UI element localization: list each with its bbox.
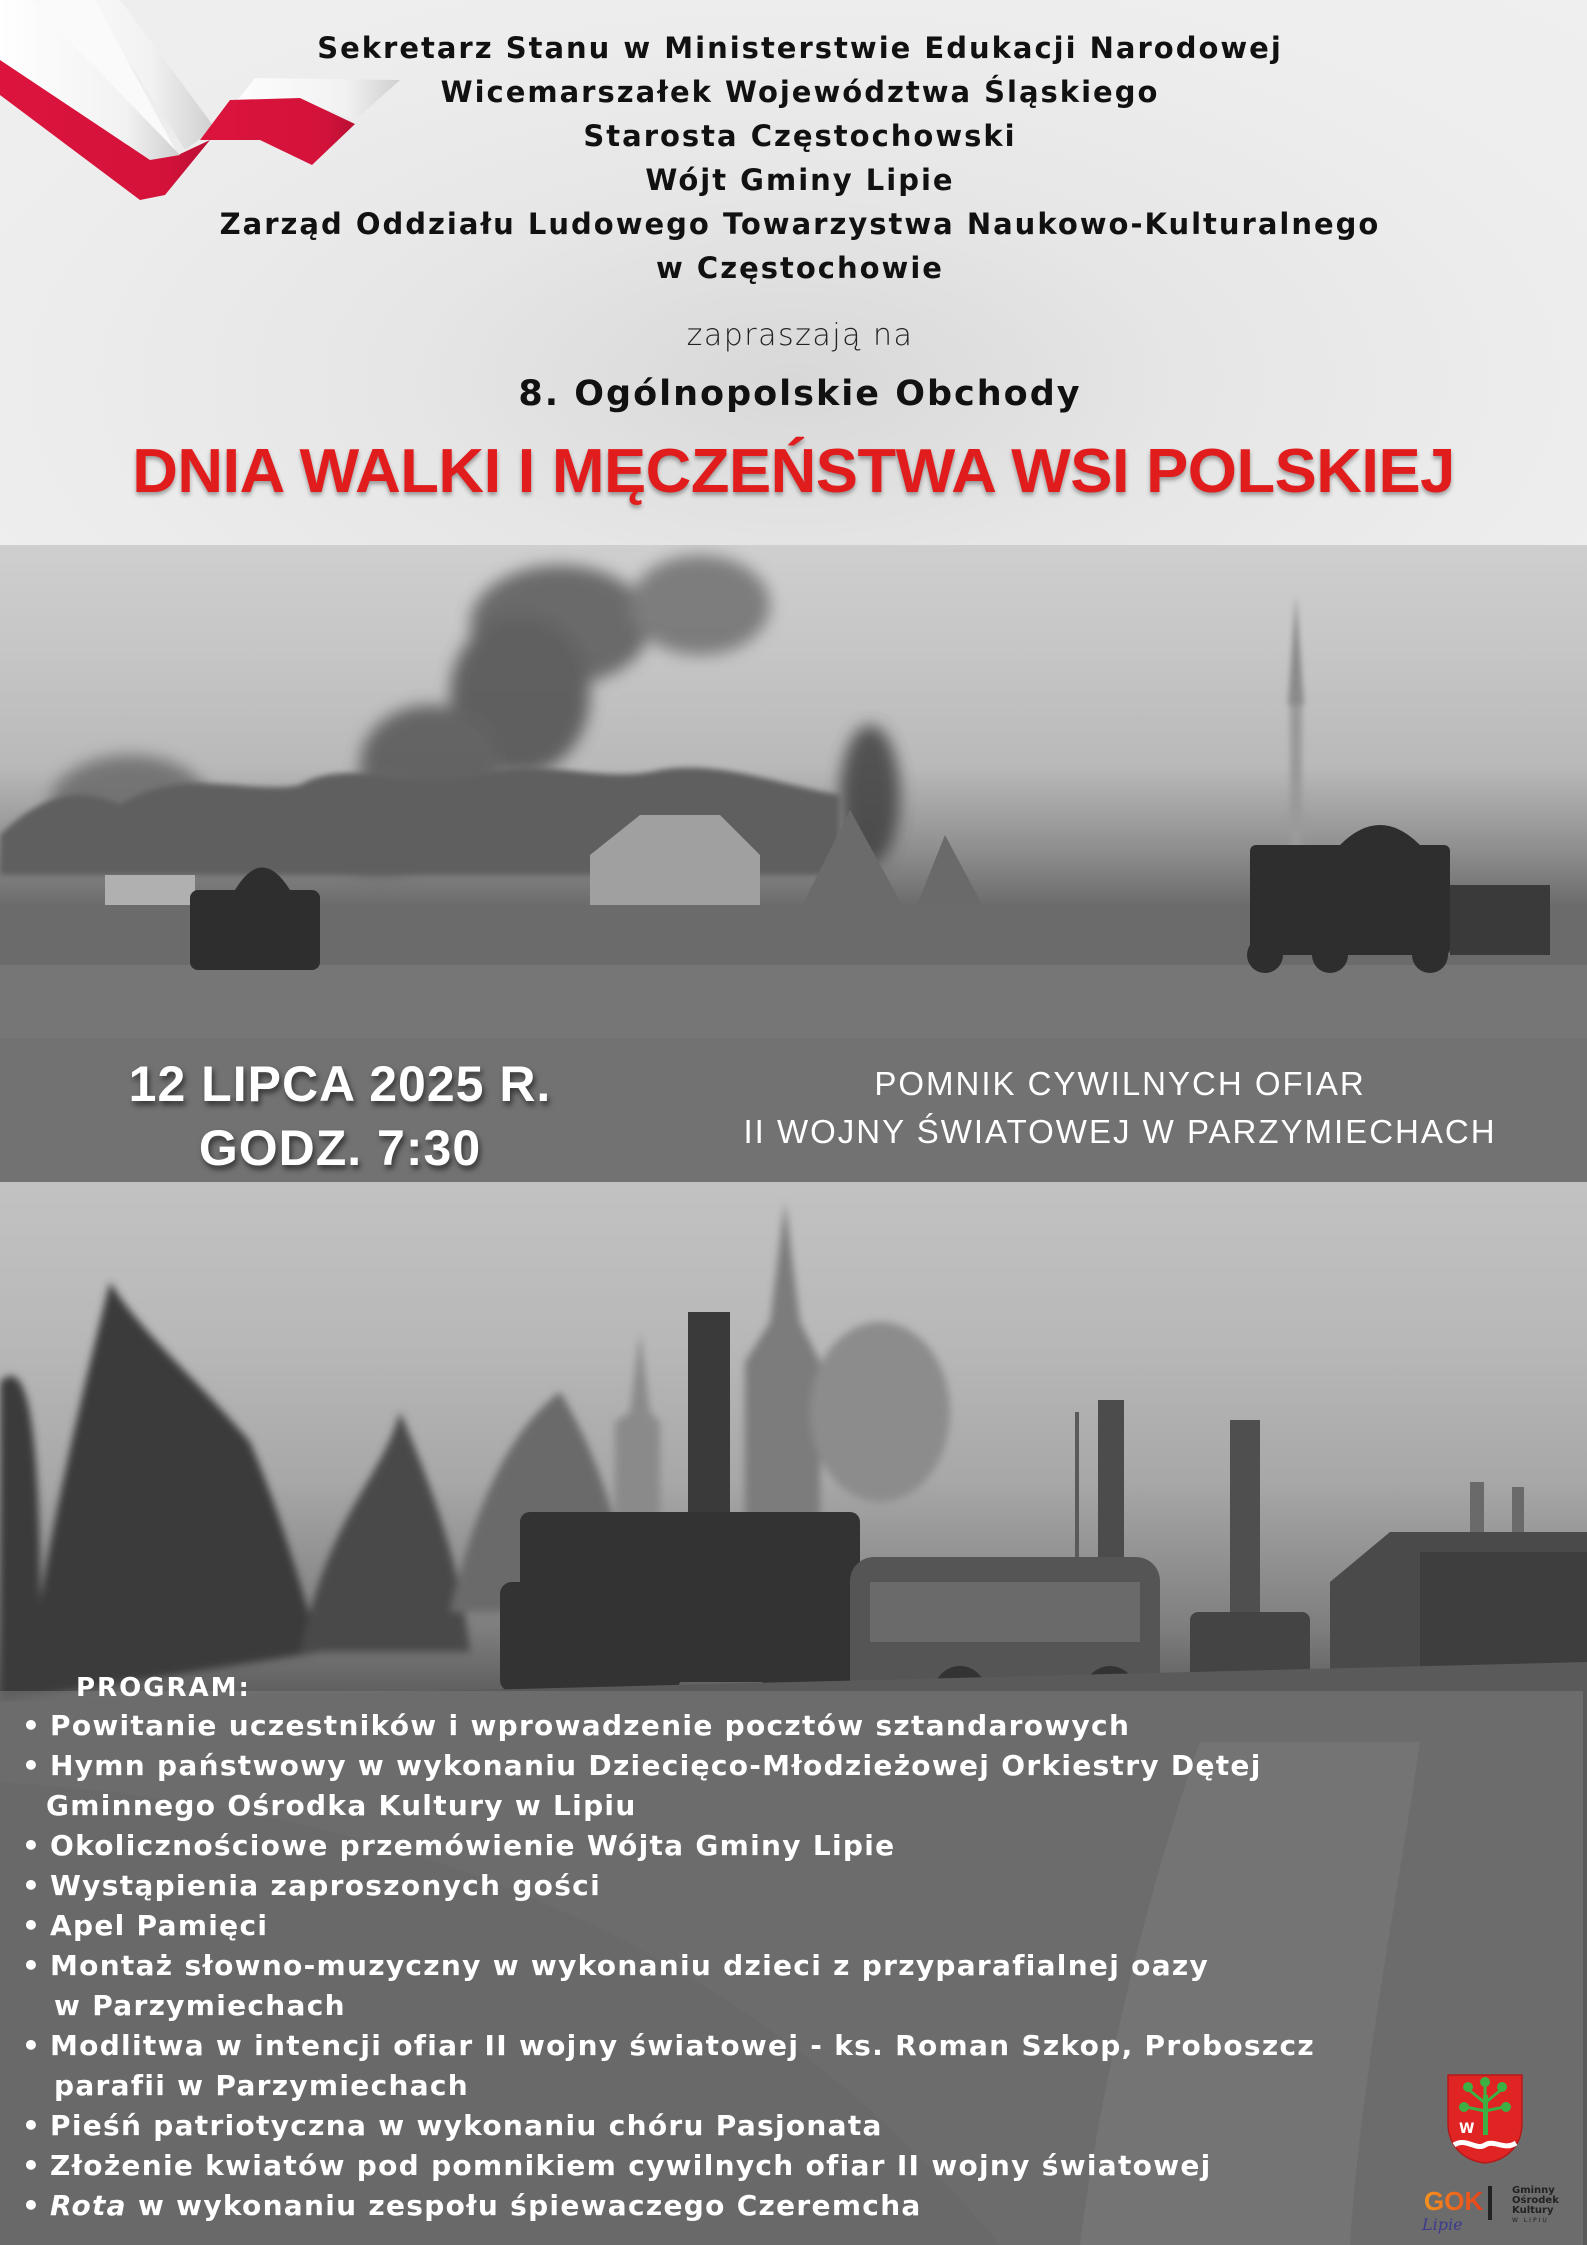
program-item: • Okolicznościowe przemówienie Wójta Gminy Lipie	[22, 1826, 1422, 1866]
program-item: • Montaż słowno-muzyczny w wykonaniu dzieci z przyparafialnej oazy w Parzymiechach	[22, 1946, 1422, 2026]
organizer-line: Sekretarz Stanu w Ministerstwie Edukacji Narodowej	[317, 31, 1283, 65]
program-list	[22, 1706, 1422, 2226]
location-line-1: POMNIK CYWILNYCH OFIAR	[874, 1065, 1366, 1102]
gok-logo-icon	[1420, 2180, 1500, 2238]
program-item: • Powitanie uczestników i wprowadzenie pocztów sztandarowych	[22, 1706, 1422, 1746]
organizers-list	[0, 26, 1587, 290]
program-item: • Złożenie kwiatów pod pomnikiem cywilnych ofiar II wojny światowej	[22, 2146, 1422, 2186]
historic-photo-burning-village	[0, 545, 1587, 1038]
village-scene-illustration	[0, 545, 1587, 1038]
invite-text: zapraszają na	[686, 318, 914, 353]
organizer-line: Starosta Częstochowski	[583, 119, 1017, 153]
gok-logo-text: Gminny Ośrodek Kultury W LIPIU	[1512, 2185, 1559, 2224]
program-item: • Rota w wykonaniu zespołu śpiewaczego Czeremcha	[22, 2186, 1422, 2226]
organizer-line: Wójt Gminy Lipie	[645, 163, 955, 197]
location-line-2: II WOJNY ŚWIATOWEJ W PARZYMIECHACH	[743, 1113, 1497, 1150]
organizer-line: Zarząd Oddziału Ludowego Towarzystwa Naukowo-Kulturalnego	[219, 207, 1381, 241]
coat-of-arms-icon	[1446, 2073, 1524, 2165]
program-item: • Hymn państwowy w wykonaniu Dziecięco-Młodzieżowej Orkiestry Dętej Gminnego Ośrodka Kultury w Lipiu	[22, 1746, 1422, 1826]
event-time: GODZ. 7:30	[198, 1120, 482, 1176]
svg-text:Lipie: Lipie	[1422, 2215, 1463, 2234]
program-heading: PROGRAM:	[76, 1673, 251, 1703]
svg-text:GOK: GOK	[1424, 2186, 1484, 2216]
program-item: • Apel Pamięci	[22, 1906, 1422, 1946]
organizer-line: w Częstochowie	[656, 251, 944, 285]
program-item: • Modlitwa w intencji ofiar II wojny światowej - ks. Roman Szkop, Proboszcz parafii w Parzymiechach	[22, 2026, 1422, 2106]
organizer-line: Wicemarszałek Województwa Śląskiego	[440, 75, 1160, 109]
event-date: 12 LIPCA 2025 R.	[128, 1056, 552, 1112]
event-title: DNIA WALKI I MĘCZEŃSTWA WSI POLSKIEJ	[132, 437, 1455, 506]
svg-text:W: W	[1459, 2121, 1475, 2137]
program-item: • Wystąpienia zaproszonych gości	[22, 1866, 1422, 1906]
event-subtitle: 8. Ogólnopolskie Obchody	[518, 374, 1082, 414]
event-date-time	[20, 1052, 660, 1180]
program-item: • Pieśń patriotyczna w wykonaniu chóru Pasjonata	[22, 2106, 1422, 2146]
event-location	[660, 1060, 1580, 1156]
